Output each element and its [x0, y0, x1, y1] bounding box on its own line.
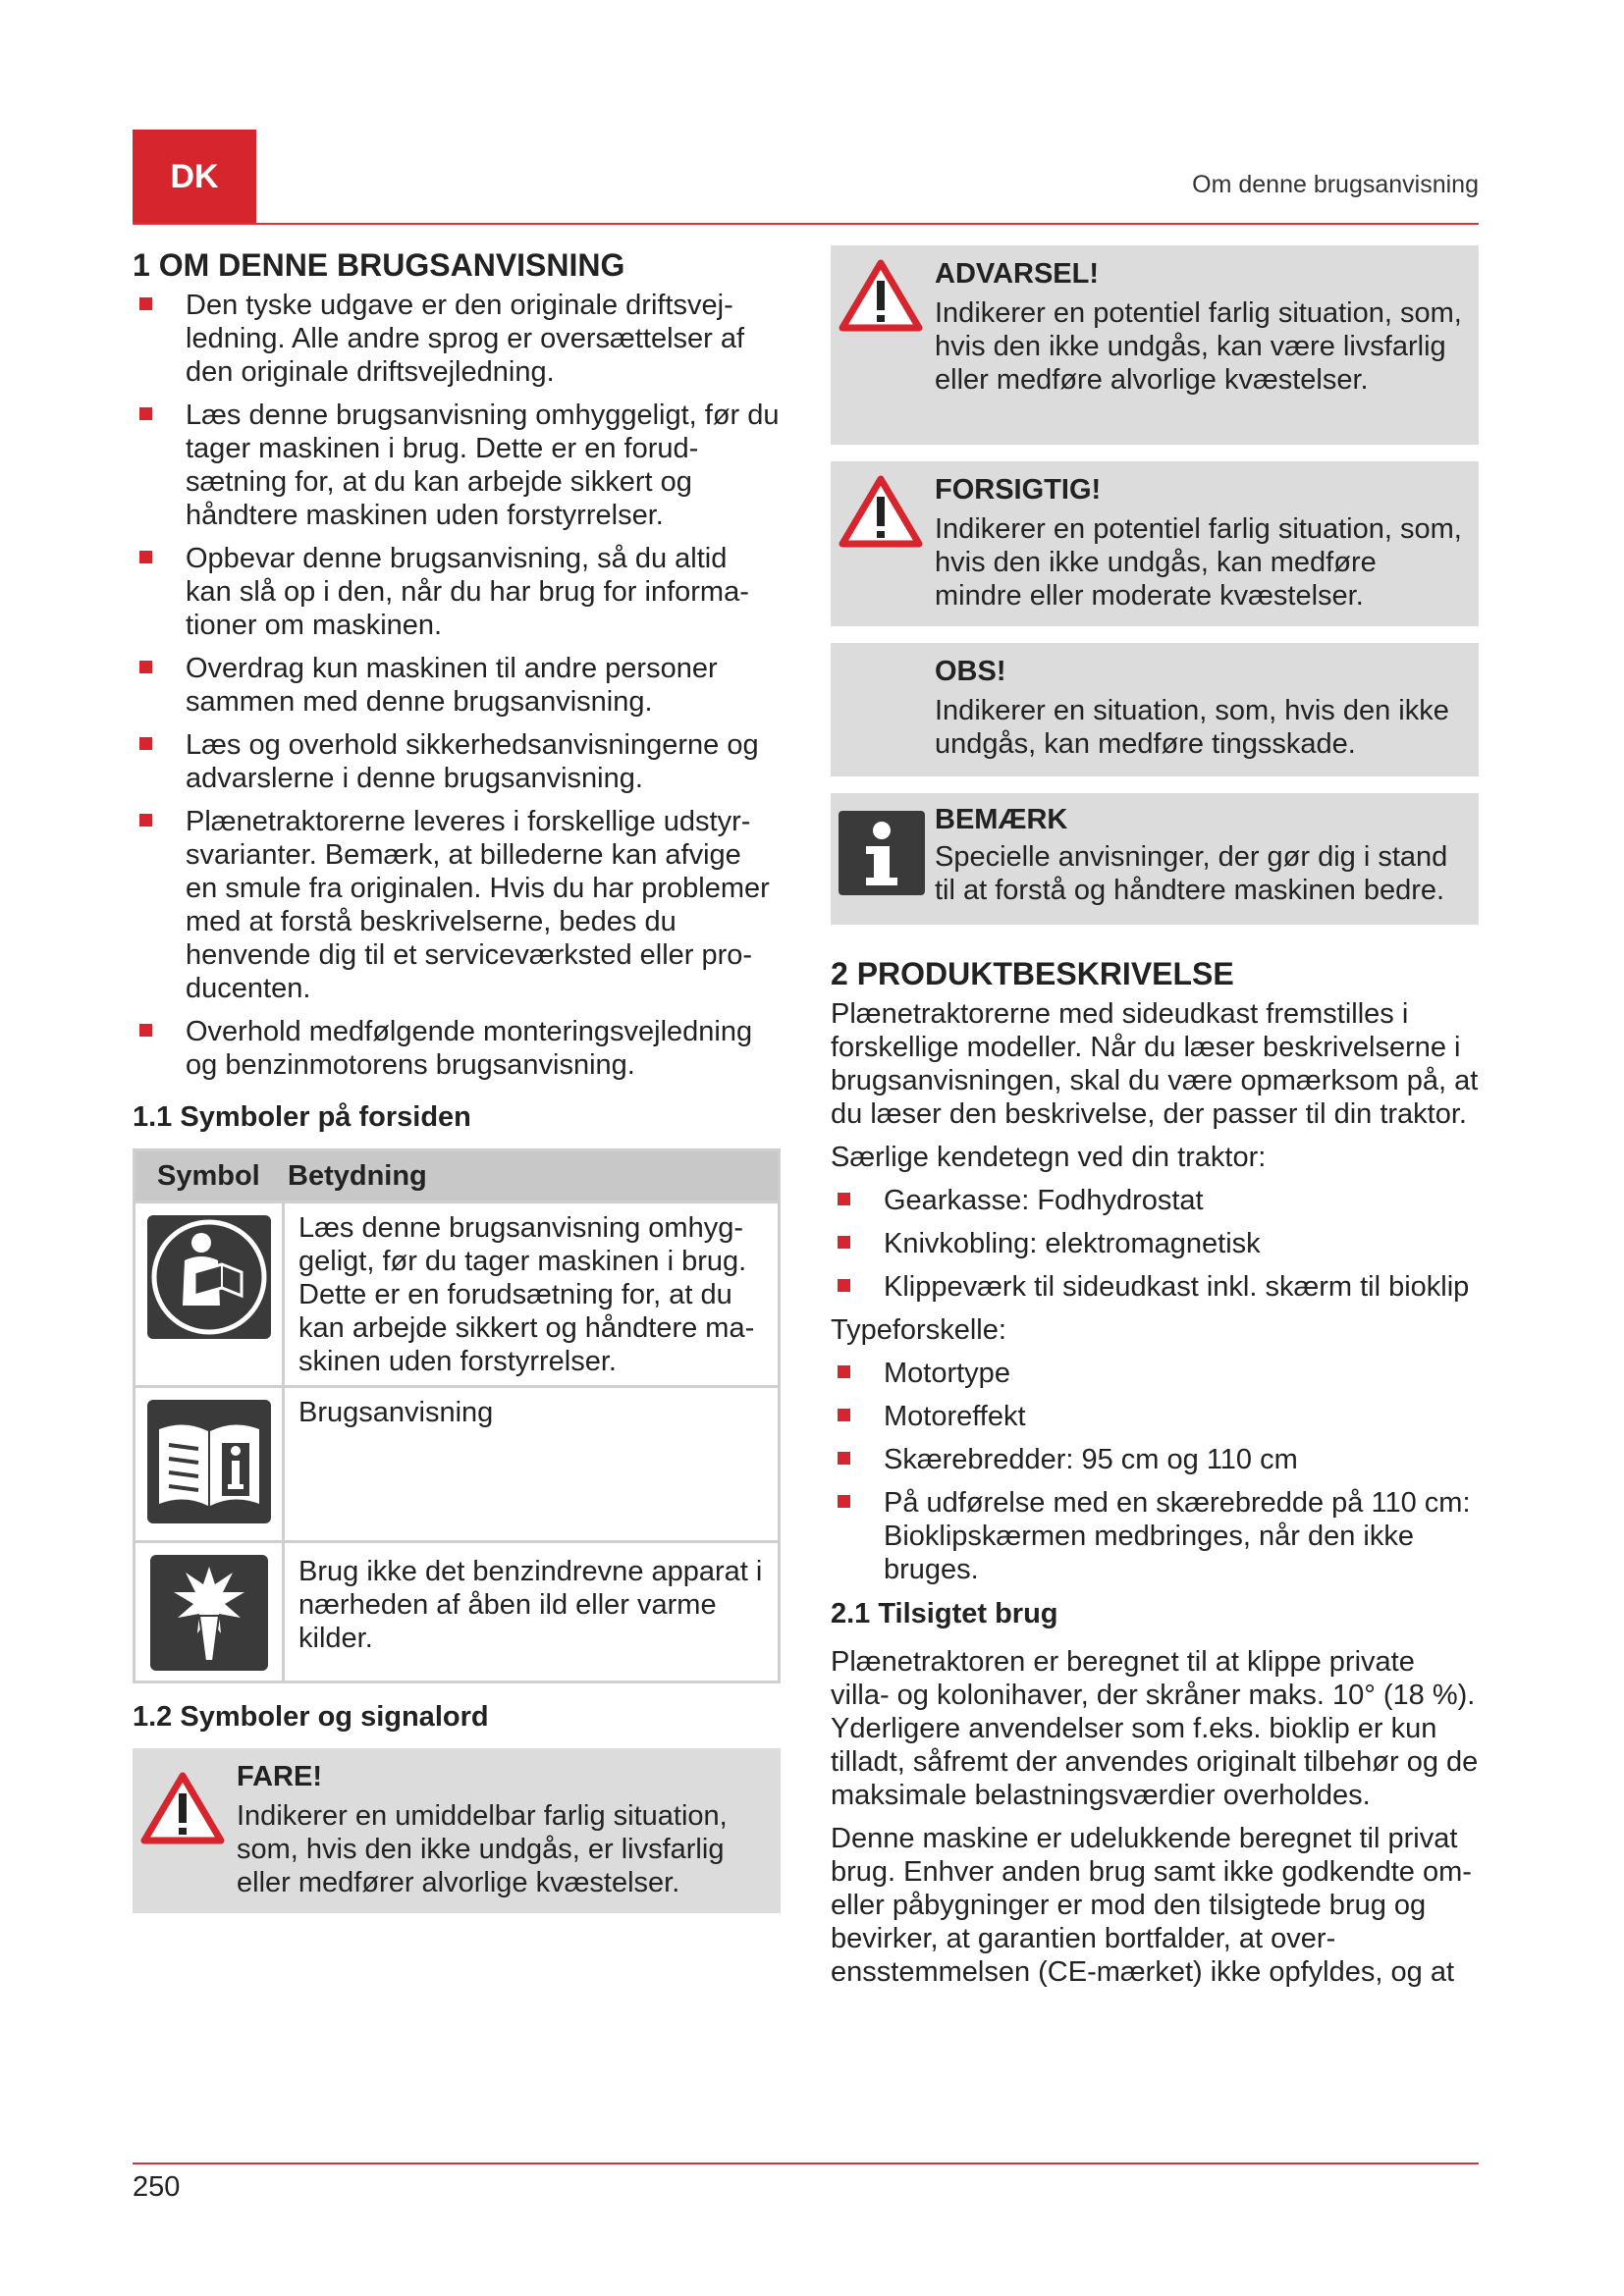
paragraph: Plænetraktoren er beregnet til at klippe private villa- og kolonihaver, der skråner maks. 10° (18 %). Yderligere anvendelser som f.eks. bioklip er kun tilladt, såfremt der anvendes originalt tilbehør og de maksimale belastningsværdier overholdes. [831, 1646, 1479, 1811]
table-row [135, 1385, 778, 1540]
bullet-square [139, 551, 152, 563]
bullet-square [838, 1236, 850, 1249]
signal-text: Indikerer en potentiel farlig situation, som, hvis den ikke undgås, kan medføre mindre eller moderate kvæstelser. [935, 513, 1462, 612]
list-item: Læs denne brugsanvisning omhyggeligt, før du tager maskinen i brug. Dette er en forudsætning for, at du kan arbejde sikkert og håndtere maskinen uden forstyrrelser. [133, 399, 781, 532]
section-title: 1 OM DENNE BRUGSANVISNING [133, 247, 625, 283]
header-divider [133, 223, 1479, 225]
signal-word: FARE! [237, 1761, 322, 1792]
table-row [135, 1540, 778, 1681]
bullet-square [838, 1495, 850, 1508]
manual-info-icon [147, 1400, 271, 1523]
list-item: Den tyske udgave er den originale driftsvejledning. Alle andre sprog er oversættelser af den originale driftsvejledning. [133, 289, 781, 389]
column-header-meaning: Betydning [288, 1159, 427, 1192]
list-item: Skærebredder: 95 cm og 110 cm [831, 1443, 1479, 1476]
bullet-square [139, 407, 152, 420]
caution-box [831, 461, 1479, 626]
table-header [135, 1151, 778, 1201]
bullet-square [139, 737, 152, 750]
paragraph: Plænetraktorerne med sideudkast fremstilles i forskellige modeller. Når du læser beskrivelserne i brugsanvisningen, skal du være opmærksom på, at du læser den beskrivelse, der passer til din traktor. [831, 998, 1479, 1130]
bullet-list [831, 1357, 1479, 1586]
warning-box [831, 245, 1479, 445]
table-cell: Brugsanvisning [298, 1397, 494, 1428]
subsection-title: 1.2 Symboler og signalord [133, 1701, 489, 1733]
bullet-square [139, 297, 152, 310]
bullet-square [838, 1452, 850, 1465]
signal-word: BEMÆRK [935, 804, 1068, 835]
warning-triangle-icon [839, 259, 923, 332]
signal-text: Specielle anvisninger, der gør dig i stand til at forstå og håndtere maskinen bedre. [935, 841, 1448, 906]
list-item: Klippeværk til sideudkast inkl. skærm til bioklip [831, 1270, 1479, 1304]
paragraph: Denne maskine er udelukkende beregnet til privat brug. Enhver anden brug samt ikke godkendte om- eller påbygninger er mod den tilsigtede brug og bevirker, at garantien bortfalder, at overensstemmelsen (CE-mærket) ikke opfyldes, og at [831, 1823, 1472, 1988]
bullet-square [139, 1024, 152, 1037]
signal-word: FORSIGTIG! [935, 474, 1102, 506]
symbol-table [133, 1148, 781, 1683]
list-item: Overdrag kun maskinen til andre personer sammen med denne brugsanvisning. [133, 652, 781, 719]
paragraph: Typeforskelle: [831, 1314, 1006, 1346]
signal-text: Indikerer en umiddelbar farlig situation, som, hvis den ikke undgås, er livsfarlig eller medfører alvorlige kvæstelser. [237, 1800, 728, 1898]
footer-divider [133, 2163, 1479, 2164]
subsection-title: 1.1 Symboler på forsiden [133, 1101, 471, 1133]
list-item: Opbevar denne brugsanvisning, så du altid kan slå op i den, når du har brug for informationer om maskinen. [133, 542, 781, 642]
page-number: 250 [133, 2171, 181, 2203]
warning-triangle-icon [839, 475, 923, 548]
info-icon [839, 811, 925, 895]
bullet-square [139, 661, 152, 673]
list-item: Knivkobling: elektromagnetisk [831, 1227, 1479, 1260]
note-box [831, 793, 1479, 925]
notice-box [831, 643, 1479, 776]
language-tab: DK [133, 130, 256, 224]
bullet-square [838, 1365, 850, 1378]
list-item: Læs og overhold sikkerhedsanvisningerne og advarslerne i denne brugsanvisning. [133, 728, 781, 795]
table-cell: Læs denne brugsanvisning omhyggeligt, før du tager maskinen i brug. Dette er en forudsætning for, at du kan arbejde sikkert og håndtere maskinen uden forstyrrelser. [298, 1212, 755, 1377]
paragraph: Særlige kendetegn ved din traktor: [831, 1142, 1267, 1173]
signal-text: Indikerer en potentiel farlig situation, som, hvis den ikke undgås, kan være livsfarlig eller medføre alvorlige kvæstelser. [935, 297, 1462, 396]
danger-box [133, 1748, 781, 1913]
signal-text: Indikerer en situation, som, hvis den ikke undgås, kan medføre tingsskade. [935, 695, 1449, 760]
table-row [135, 1201, 778, 1385]
subsection-title: 2.1 Tilsigtet brug [831, 1598, 1058, 1629]
list-item: Plænetraktorerne leveres i forskellige udstyrsvarianter. Bemærk, at billederne kan afvige en smule fra originalen. Hvis du har problemer med at forstå beskrivelserne, bedes du henvende dig til et serviceværksted eller producenten. [133, 805, 781, 1005]
bullet-square [139, 814, 152, 827]
list-item: Overhold medfølgende monteringsvejledning og benzinmotorens brugsanvisning. [133, 1015, 781, 1082]
column-header-symbol: Symbol [157, 1159, 260, 1192]
running-header: Om denne brugsanvisning [1192, 171, 1479, 198]
read-manual-icon [147, 1215, 271, 1339]
signal-word: OBS! [935, 656, 1006, 687]
list-item: På udførelse med en skærebredde på 110 cm: Bioklipskærmen medbringes, når den ikke bruges. [831, 1486, 1479, 1586]
list-item: Motortype [831, 1357, 1479, 1390]
bullet-list [133, 289, 781, 1082]
bullet-square [838, 1409, 850, 1421]
signal-word: ADVARSEL! [935, 258, 1100, 290]
list-item: Motoreffekt [831, 1400, 1479, 1433]
right-column [831, 245, 1479, 1999]
no-open-flame-icon [150, 1555, 268, 1671]
table-cell: Brug ikke det benzindrevne apparat i nærheden af åben ild eller varme kilder. [298, 1556, 763, 1654]
bullet-square [838, 1279, 850, 1292]
bullet-list [831, 1184, 1479, 1304]
bullet-square [838, 1193, 850, 1205]
list-item: Gearkasse: Fodhydrostat [831, 1184, 1479, 1217]
left-column [133, 245, 781, 1913]
warning-triangle-icon [140, 1772, 225, 1844]
section-title: 2 PRODUKTBESKRIVELSE [831, 956, 1234, 991]
